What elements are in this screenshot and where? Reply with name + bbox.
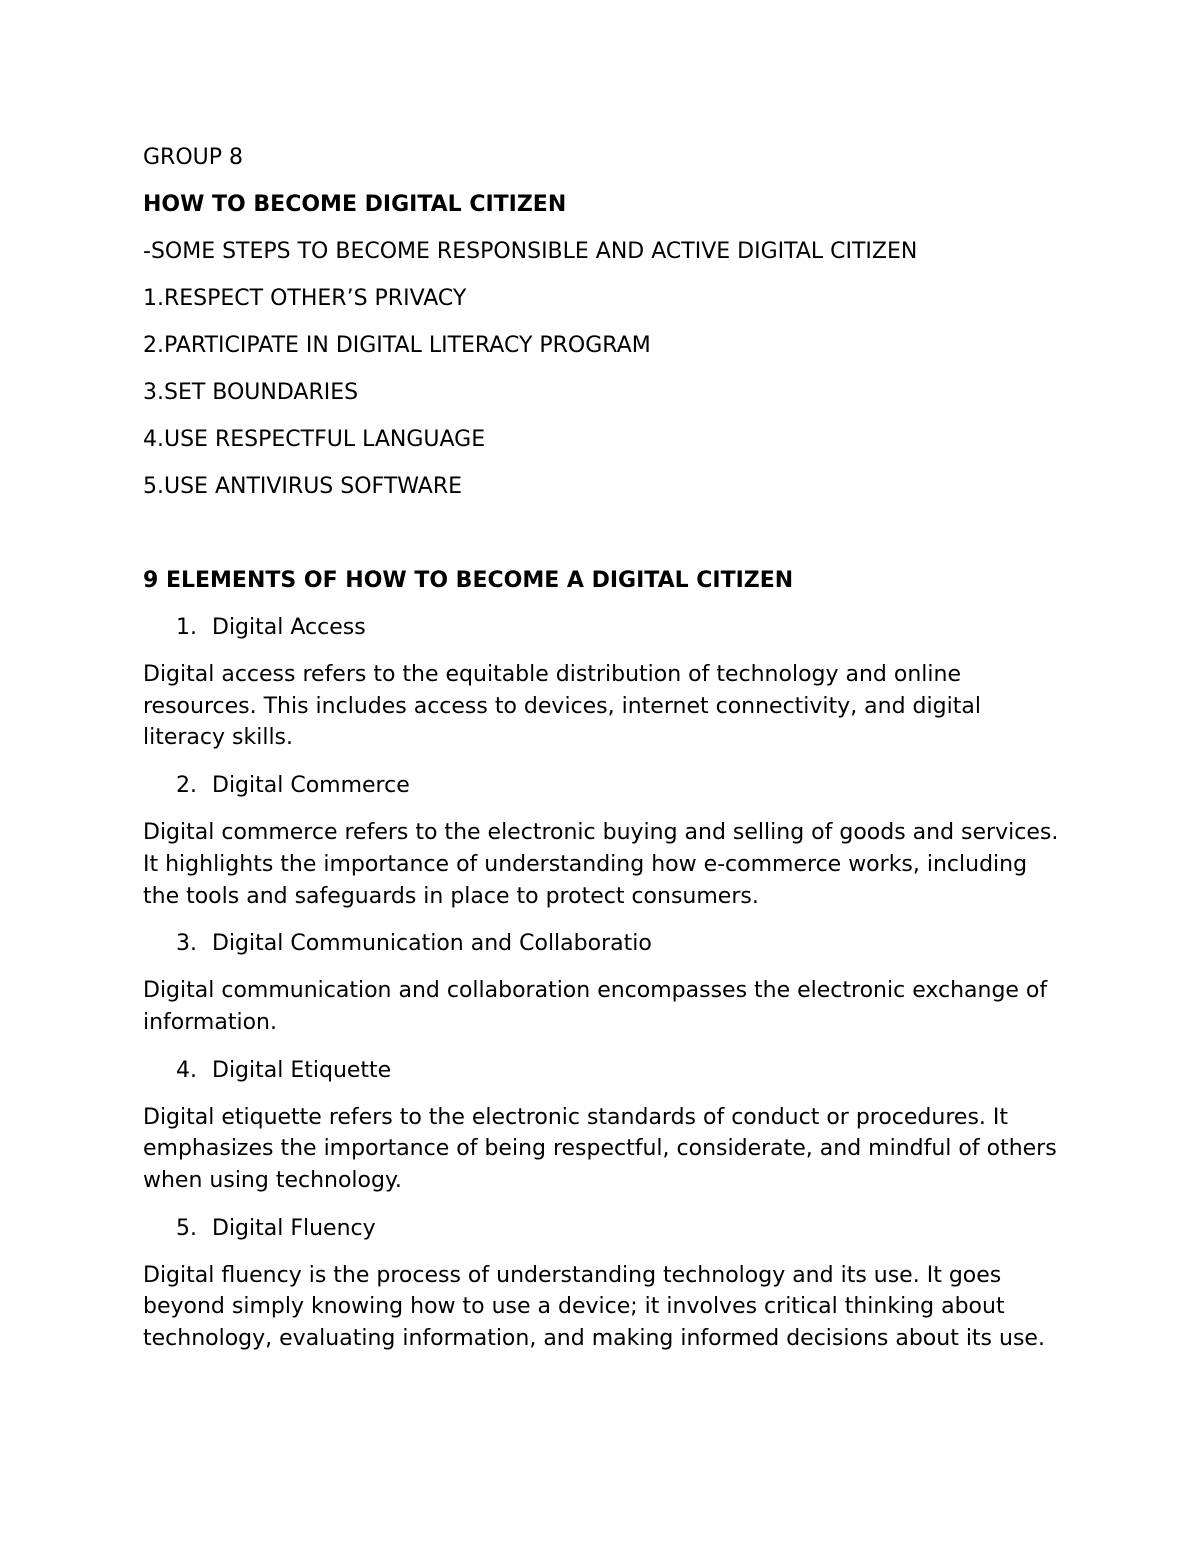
element-description: Digital fluency is the process of understanding technology and its use. It goes beyond simply knowing how to use a device; it involves critical thinking about technology, evaluating information, and making informed decisions about its use. xyxy=(143,1262,1045,1352)
element-heading-text: Digital Etiquette xyxy=(212,1057,392,1083)
element-description: Digital etiquette refers to the electronic standards of conduct or procedures. It emphasizes the importance of being respectful, considerate, and mindful of others when using technology. xyxy=(143,1104,1057,1194)
step-item: 3.SET BOUNDARIES xyxy=(143,380,359,405)
step-item: 2.PARTICIPATE IN DIGITAL LITERACY PROGRAM xyxy=(143,333,651,358)
element-number: 4. xyxy=(176,1057,197,1083)
element-heading-text: Digital Communication and Collaboratio xyxy=(212,931,652,957)
document-title: HOW TO BECOME DIGITAL CITIZEN xyxy=(143,192,567,217)
step-item: 5.USE ANTIVIRUS SOFTWARE xyxy=(143,474,463,499)
element-number: 1. xyxy=(176,615,197,640)
element-description: Digital access refers to the equitable distribution of technology and online resources. This includes access to devices, internet connectivity, and digital literacy skills. xyxy=(143,662,981,751)
element-description: Digital commerce refers to the electronic buying and selling of goods and services. It highlights the importance of understanding how e-commerce works, including the tools and safeguards in place to protect consumers. xyxy=(143,820,1059,909)
element-heading xyxy=(143,1055,1060,1086)
intro-line: -SOME STEPS TO BECOME RESPONSIBLE AND ACTIVE DIGITAL CITIZEN xyxy=(143,239,918,264)
element-heading xyxy=(143,612,1060,643)
step-item: 4.USE RESPECTFUL LANGUAGE xyxy=(143,427,486,452)
element-number: 3. xyxy=(176,931,197,957)
element-description: Digital communication and collaboration encompasses the electronic exchange of information. xyxy=(143,978,1048,1035)
element-heading xyxy=(143,1213,1060,1244)
element-heading-text: Digital Access xyxy=(212,615,366,640)
element-heading-text: Digital Fluency xyxy=(212,1215,376,1241)
element-number: 2. xyxy=(176,773,197,799)
elements-section-title: 9 ELEMENTS OF HOW TO BECOME A DIGITAL CITIZEN xyxy=(143,568,794,593)
step-item: 1.RESPECT OTHER’S PRIVACY xyxy=(143,286,467,311)
element-heading xyxy=(143,770,1060,801)
group-label: GROUP 8 xyxy=(143,145,244,170)
element-heading-text: Digital Commerce xyxy=(212,773,410,799)
element-number: 5. xyxy=(176,1215,197,1241)
element-heading xyxy=(143,928,1060,959)
